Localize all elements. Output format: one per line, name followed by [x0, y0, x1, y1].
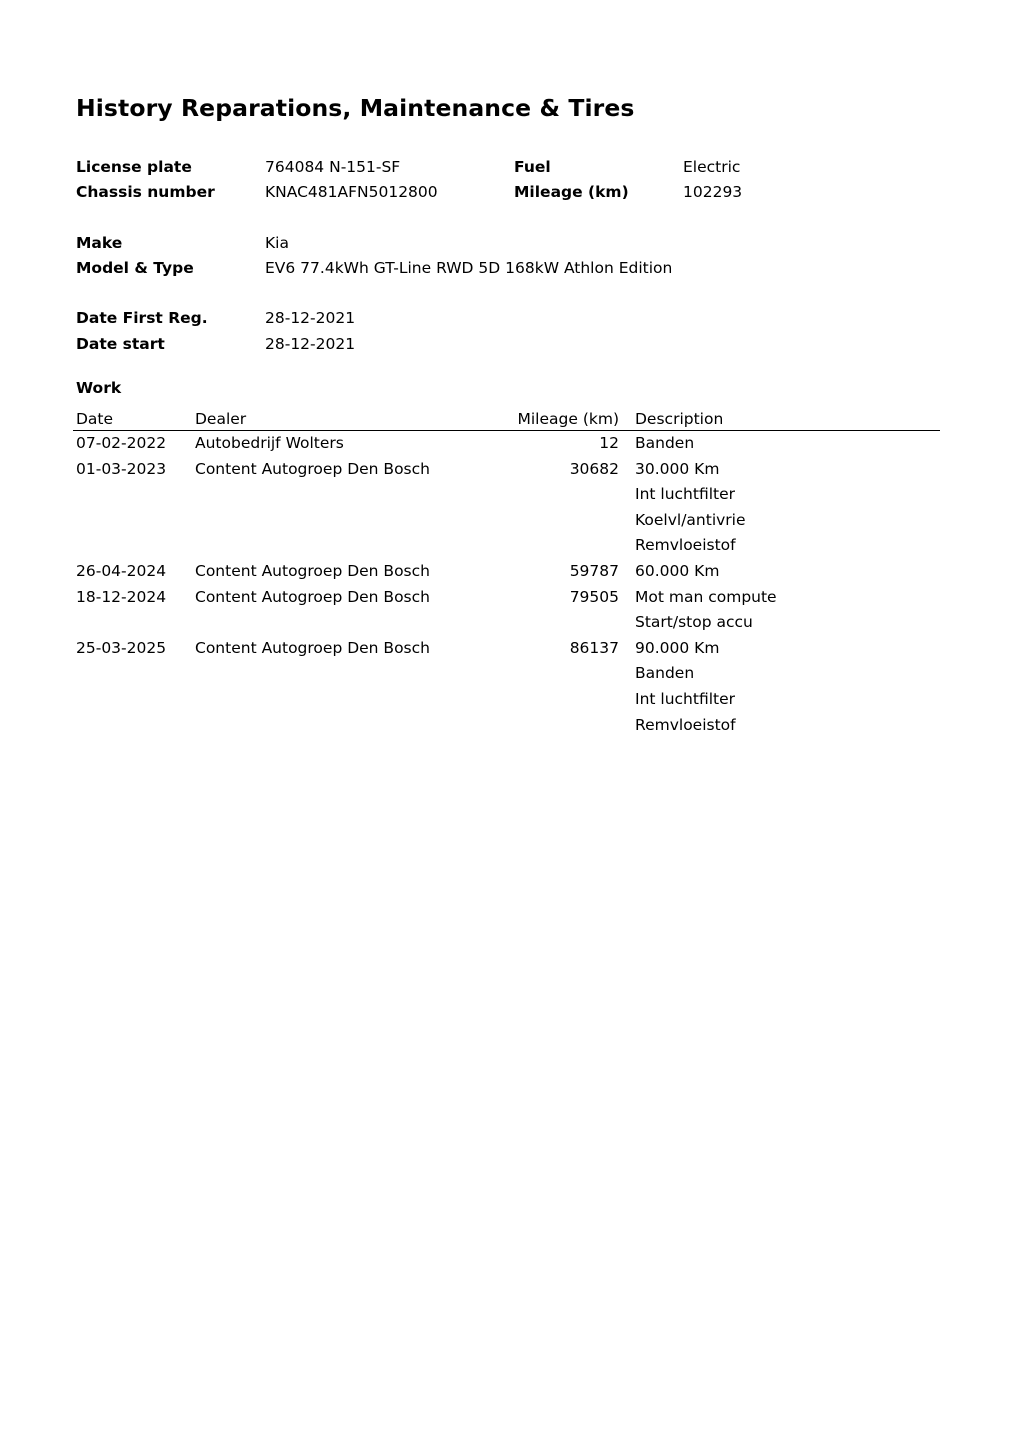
table-row: [73, 638, 940, 740]
description-line: Banden: [635, 664, 695, 683]
row-description: [635, 638, 940, 740]
fuel-value: Electric: [683, 158, 741, 176]
description-line: Start/stop accu: [635, 613, 753, 632]
row-mileage: 30682: [569, 459, 619, 478]
date-start-label: Date start: [76, 335, 165, 353]
row-dealer: Content Autogroep Den Bosch: [195, 587, 430, 606]
date-first-reg-value: 28-12-2021: [265, 309, 356, 327]
description-line: Remvloeistof: [635, 536, 736, 555]
row-dealer: Content Autogroep Den Bosch: [195, 459, 430, 478]
column-header-mileage: Mileage (km): [517, 410, 619, 428]
date-start-value: 28-12-2021: [265, 335, 356, 353]
row-mileage: 12: [599, 434, 619, 452]
description-line: Banden: [635, 434, 695, 452]
work-table-header: [73, 408, 940, 431]
model-type-label: Model & Type: [76, 259, 194, 277]
description-line: Mot man compute: [635, 587, 777, 606]
work-table: [73, 408, 940, 740]
description-line: Koelvl/antivrie: [635, 510, 746, 529]
table-row: [73, 587, 940, 638]
fuel-label: Fuel: [514, 158, 551, 176]
work-heading: Work: [76, 379, 122, 397]
column-header-dealer: Dealer: [195, 410, 247, 428]
row-date: 07-02-2022: [76, 434, 167, 452]
description-line: Int luchtfilter: [635, 485, 736, 504]
date-first-reg-label: Date First Reg.: [76, 309, 208, 327]
make-value: Kia: [265, 234, 289, 252]
description-line: Int luchtfilter: [635, 689, 736, 708]
column-header-date: Date: [76, 410, 114, 428]
row-description: [635, 587, 940, 638]
description-line: Remvloeistof: [635, 715, 736, 734]
page-title: History Reparations, Maintenance & Tires: [76, 94, 635, 122]
description-line: 60.000 Km: [635, 561, 720, 580]
model-type-value: EV6 77.4kWh GT-Line RWD 5D 168kW Athlon Edition: [265, 259, 673, 277]
row-description: [635, 561, 940, 587]
license-plate-label: License plate: [76, 158, 192, 176]
mileage-label: Mileage (km): [514, 183, 629, 201]
row-date: 26-04-2024: [76, 561, 167, 580]
table-row: [73, 459, 940, 561]
row-date: 25-03-2025: [76, 638, 167, 657]
chassis-number-value: KNAC481AFN5012800: [265, 183, 438, 201]
row-dealer: Content Autogroep Den Bosch: [195, 638, 430, 657]
row-mileage: 79505: [569, 587, 619, 606]
row-dealer: Autobedrijf Wolters: [195, 434, 344, 452]
row-mileage: 86137: [569, 638, 619, 657]
row-mileage: 59787: [569, 561, 619, 580]
chassis-number-label: Chassis number: [76, 183, 215, 201]
make-label: Make: [76, 234, 123, 252]
row-description: [635, 459, 940, 561]
description-line: 90.000 Km: [635, 638, 720, 657]
table-row: [73, 561, 940, 587]
mileage-value: 102293: [683, 183, 743, 201]
row-description: [635, 433, 940, 459]
row-dealer: Content Autogroep Den Bosch: [195, 561, 430, 580]
description-line: 30.000 Km: [635, 459, 720, 478]
license-plate-value: 764084 N-151-SF: [265, 158, 401, 176]
table-row: [73, 433, 940, 459]
column-header-description: Description: [635, 410, 724, 428]
row-date: 01-03-2023: [76, 459, 167, 478]
work-table-body: [73, 431, 940, 740]
row-date: 18-12-2024: [76, 587, 167, 606]
